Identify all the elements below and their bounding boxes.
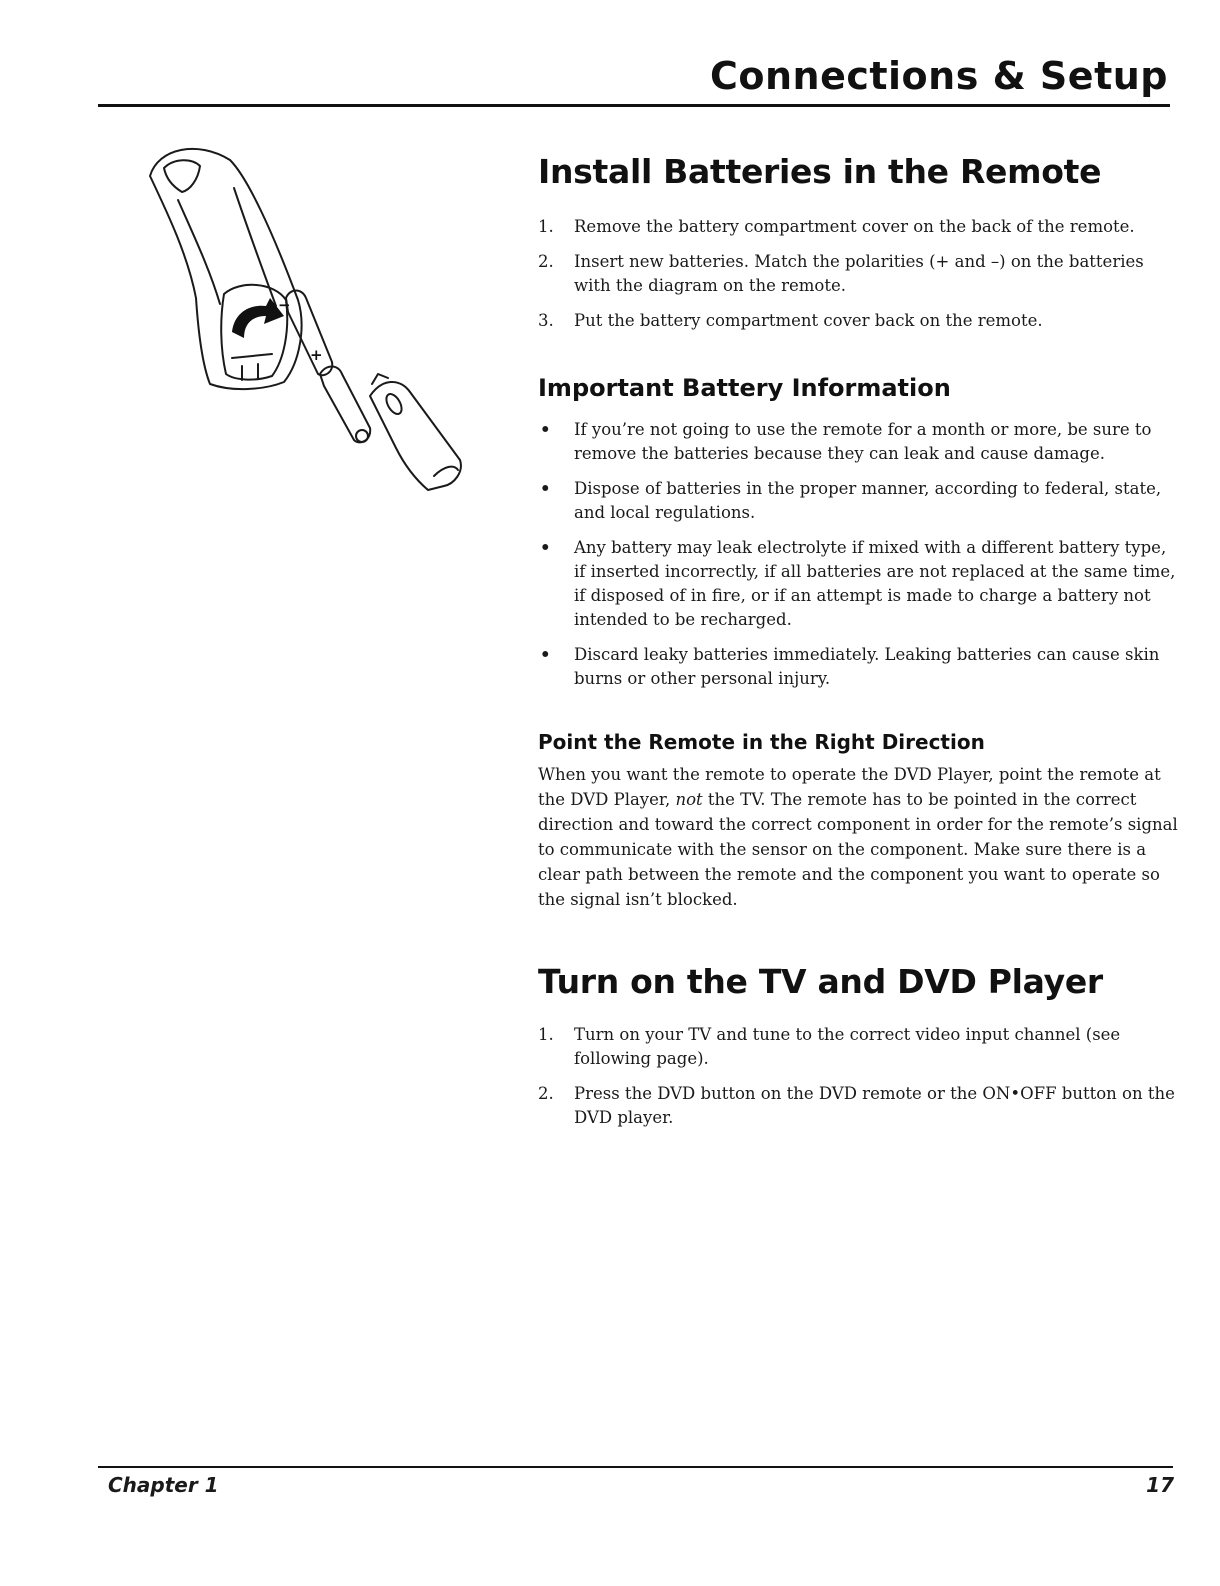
footer-rule (98, 1466, 1173, 1468)
battery-info-bullets (538, 418, 1178, 691)
list-item: 1. Remove the battery compartment cover on the back of the remote. (538, 217, 1135, 236)
turn-on-section (538, 962, 1178, 1141)
page-header-title: Connections & Setup (709, 54, 1168, 98)
list-item: 2. Insert new batteries. Match the polarities (+ and –) on the batteries with the diagram on the remote. (538, 252, 1144, 295)
point-remote-title: Point the Remote in the Right Direction (538, 730, 985, 754)
polarity-plus-label: + (310, 346, 323, 364)
remote-battery-illustration (138, 128, 478, 508)
remote-top-button (164, 160, 200, 192)
install-batteries-title: Install Batteries in the Remote (538, 152, 1102, 191)
turn-on-title: Turn on the TV and DVD Player (538, 962, 1103, 1001)
turn-on-steps (538, 1023, 1178, 1130)
footer-chapter: Chapter 1 (108, 1473, 219, 1497)
point-remote-section (538, 730, 1178, 912)
list-item: 1. Turn on your TV and tune to the correct video input channel (see following page). (538, 1025, 1121, 1068)
install-batteries-section (538, 152, 1178, 344)
battery-info-title: Important Battery Information (538, 374, 951, 402)
header-rule (98, 104, 1170, 107)
list-item: • Any battery may leak electrolyte if mixed with a different battery type, if inserted incorrectly, if all batteries are not replaced at the same time, if disposed of in fire, or if an attempt is made to charge a battery not intended to be recharged. (540, 538, 1176, 629)
battery-cover (370, 382, 461, 490)
install-batteries-steps (538, 215, 1178, 333)
battery-info-section (538, 374, 1178, 702)
list-item: • Dispose of batteries in the proper manner, according to federal, state, and local regulations. (540, 479, 1162, 522)
list-item: • Discard leaky batteries immediately. Leaking batteries can cause skin burns or other personal injury. (540, 645, 1160, 688)
point-remote-paragraph: When you want the remote to operate the DVD Player, point the remote at the DVD Player, not the TV. The remote has to be pointed in the correct direction and toward the correct component in order for the remote’s signal to communicate with the sensor on the component. Make sure there is a clear path between the remote and the component you want to operate so the signal isn’t blocked. (538, 765, 1178, 909)
list-item: 3. Put the battery compartment cover back on the remote. (538, 311, 1043, 330)
list-item: • If you’re not going to use the remote for a month or more, be sure to remove the batteries because they can leak and cause damage. (540, 420, 1152, 463)
list-item: 2. Press the DVD button on the DVD remote or the ON•OFF button on the DVD player. (538, 1084, 1175, 1127)
footer-page-number: 17 (1146, 1473, 1174, 1497)
polarity-minus-label: − (278, 296, 291, 314)
